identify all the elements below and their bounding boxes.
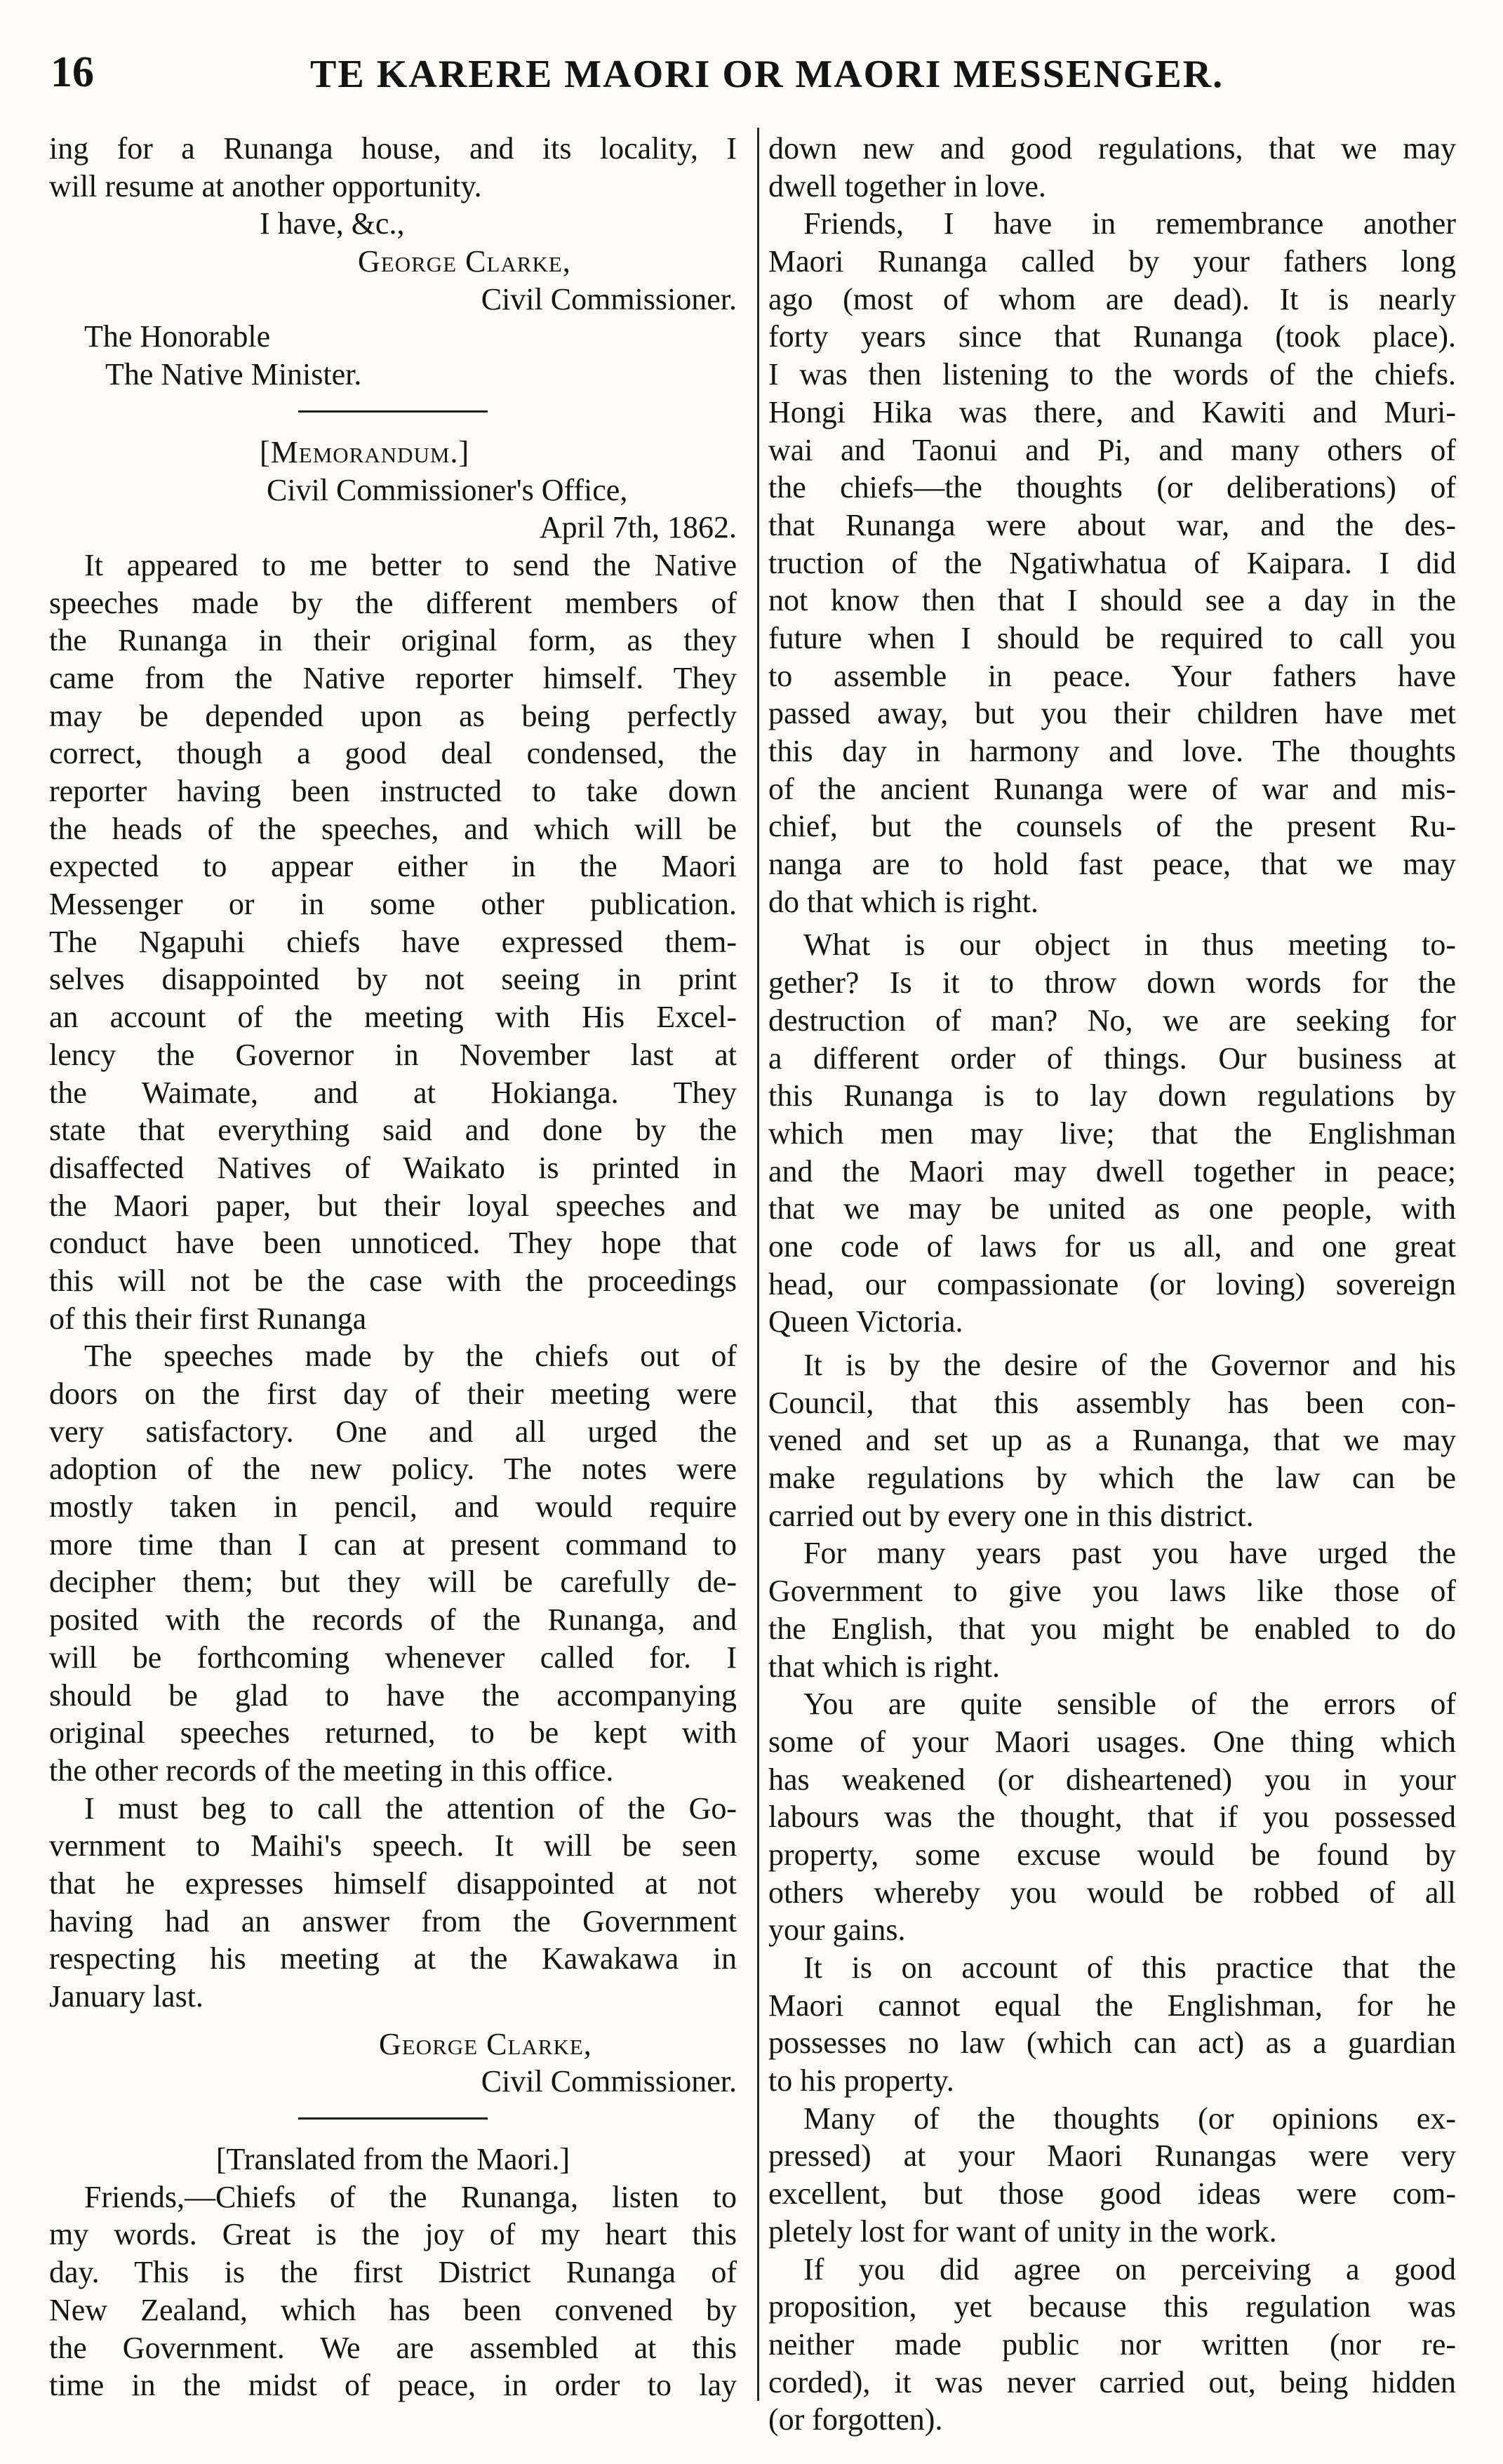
text-line: possesses no law (which can act) as a guardian xyxy=(768,2026,1456,2061)
text-line: having had an answer from the Government xyxy=(49,1903,737,1939)
text-line: Maori cannot equal the Englishman, for he xyxy=(768,1988,1456,2023)
text-line: make regulations by which the law can be xyxy=(768,1461,1456,1496)
addressee-line: The Honorable xyxy=(84,319,271,354)
text-line: respecting his meeting at the Kawakawa in xyxy=(49,1941,737,1976)
text-line: pletely lost for want of unity in the work. xyxy=(768,2214,1277,2249)
text-line: January last. xyxy=(49,1979,203,2014)
text-line: dwell together in love. xyxy=(768,168,1046,203)
text-line: wai and Taonui and Pi, and many others of xyxy=(768,432,1456,467)
text-line: the Runanga in their original form, as they xyxy=(49,623,737,658)
text-line: Friends, I have in remembrance another xyxy=(803,206,1456,241)
text-line: to assemble in peace. Your fathers have xyxy=(768,658,1456,693)
text-line: of the ancient Runanga were of war and mis- xyxy=(768,771,1456,806)
text-line: gether? Is it to throw down words for the xyxy=(768,965,1456,1000)
text-line: corded), it was never carried out, being hidden xyxy=(768,2364,1456,2399)
text-line: should be glad to have the accompanying xyxy=(49,1678,737,1713)
text-line: future when I should be required to call you xyxy=(768,620,1456,655)
addressee-line: The Native Minister. xyxy=(105,357,362,392)
text-line: time in the midst of peace, in order to lay xyxy=(49,2368,737,2403)
text-line: I must beg to call the attention of the Go- xyxy=(84,1790,737,1826)
text-line: You are quite sensible of the errors of xyxy=(803,1687,1456,1722)
text-line: truction of the Ngatiwhatua of Kaipara. I did xyxy=(768,545,1456,580)
text-line: passed away, but you their children have met xyxy=(768,696,1456,731)
text-line: do that which is right. xyxy=(768,884,1038,919)
text-line: and the Maori may dwell together in peace; xyxy=(768,1153,1456,1189)
page-number: 16 xyxy=(51,48,94,96)
text-line: doors on the first day of their meeting were xyxy=(49,1377,737,1411)
paragraph xyxy=(768,1685,1456,1949)
text-line: the other records of the meeting in this office. xyxy=(49,1753,614,1788)
text-line: Council, that this assembly has been con- xyxy=(768,1385,1456,1420)
text-line: will be forthcoming whenever called for. I xyxy=(49,1640,737,1675)
text-line: neither made public nor written (nor re- xyxy=(768,2326,1456,2362)
text-line: ing for a Runanga house, and its locality, I xyxy=(49,131,737,166)
text-line: property, some excuse would be found by xyxy=(768,1837,1456,1872)
text-line: decipher them; but they will be carefully de- xyxy=(49,1565,737,1600)
text-line: day. This is the first District Runanga of xyxy=(49,2255,737,2290)
text-line: which men may live; that the Englishman xyxy=(768,1116,1456,1151)
spacer xyxy=(768,920,1456,926)
text-line: chief, but the counsels of the present Ru- xyxy=(768,809,1456,844)
paragraph xyxy=(768,926,1456,1341)
text-line: Friends,—Chiefs of the Runanga, listen to xyxy=(84,2179,737,2214)
text-line: (or forgotten). xyxy=(768,2402,943,2437)
text-line: speeches made by the different members of xyxy=(49,585,737,620)
text-line: head, our compassionate (or loving) sovereign xyxy=(768,1266,1456,1301)
paragraph xyxy=(768,130,1456,205)
translated-section xyxy=(49,2141,737,2404)
text-line: The Ngapuhi chiefs have expressed them- xyxy=(49,924,737,959)
text-line: an account of the meeting with His Excel- xyxy=(49,1000,737,1035)
paragraph xyxy=(768,1346,1456,1534)
text-line: expected to appear either in the Maori xyxy=(49,849,737,884)
text-line: that which is right. xyxy=(768,1649,1000,1684)
section-rule xyxy=(298,2117,488,2120)
text-line: to his property. xyxy=(768,2063,954,2098)
text-line: came from the Native reporter himself. They xyxy=(49,660,737,695)
text-line: ago (most of whom are dead). It is nearly xyxy=(768,281,1456,316)
text-line: Government to give you laws like those of xyxy=(768,1574,1456,1609)
text-line: the Waimate, and at Hokianga. They xyxy=(49,1075,737,1110)
spacer xyxy=(768,1341,1456,1346)
text-line: destruction of man? No, we are seeking for xyxy=(768,1003,1456,1038)
text-line: this day in harmony and love. The thoughts xyxy=(768,734,1456,768)
left-column xyxy=(49,130,737,2404)
column-divider xyxy=(757,128,759,2401)
text-line: posited with the records of the Runanga, and xyxy=(49,1602,737,1638)
text-line: more time than I can at present command to xyxy=(49,1527,737,1562)
paragraph xyxy=(768,1949,1456,2100)
section-rule xyxy=(298,410,488,413)
text-line: forty years since that Runanga (took place). xyxy=(768,319,1456,354)
text-line: reporter having been instructed to take down xyxy=(49,774,737,808)
memo-date: April 7th, 1862. xyxy=(539,510,737,545)
text-line: one code of laws for us all, and one great xyxy=(768,1228,1456,1264)
text-line: my words. Great is the joy of my heart this xyxy=(49,2217,737,2252)
text-line: Messenger or in some other publication. xyxy=(49,887,737,922)
text-line: the chiefs—the thoughts (or deliberations) of xyxy=(768,470,1456,505)
text-line: that Runanga were about war, and the des- xyxy=(768,507,1456,542)
text-line: a different order of things. Our business at xyxy=(768,1040,1456,1076)
paragraph xyxy=(768,205,1456,920)
text-line: The speeches made by the chiefs out of xyxy=(84,1339,737,1374)
text-line: carried out by every one in this district. xyxy=(768,1498,1254,1533)
text-line: If you did agree on perceiving a good xyxy=(803,2251,1456,2286)
text-line: vened and set up as a Runanga, that we may xyxy=(768,1423,1456,1458)
text-line: I was then listening to the words of the chiefs. xyxy=(768,357,1456,392)
text-line: original speeches returned, to be kept with xyxy=(49,1715,737,1750)
text-line: the Maori paper, but their loyal speeches and xyxy=(49,1188,737,1223)
text-line: disaffected Natives of Waikato is printed in xyxy=(49,1150,737,1185)
page-header xyxy=(44,42,1454,112)
text-line: Hongi Hika was there, and Kawiti and Muri- xyxy=(768,394,1456,429)
memo-signatory-title: Civil Commissioner. xyxy=(481,2064,737,2099)
text-line: down new and good regulations, that we may xyxy=(768,131,1456,166)
paragraph xyxy=(768,2251,1456,2439)
text-line: Queen Victoria. xyxy=(768,1304,963,1339)
signatory-title: Civil Commissioner. xyxy=(481,281,737,316)
text-line: state that everything said and done by the xyxy=(49,1113,737,1148)
text-line: the heads of the speeches, and which will be xyxy=(49,811,737,846)
text-line: Many of the thoughts (or opinions ex- xyxy=(803,2101,1456,2136)
text-line: nanga are to hold fast peace, that we may xyxy=(768,847,1456,882)
text-line: may be depended upon as being perfectly xyxy=(49,698,737,733)
text-line: For many years past you have urged the xyxy=(803,1536,1456,1571)
signature-block xyxy=(49,205,737,393)
memo-signatory-name: George Clarke, xyxy=(379,2026,592,2061)
text-line: of this their first Runanga xyxy=(49,1301,367,1336)
intro-paragraph xyxy=(49,130,737,205)
text-line: the Government. We are assembled at this xyxy=(49,2330,737,2365)
text-line: this will not be the case with the proceedings xyxy=(49,1263,737,1298)
text-line: It appeared to me better to send the Native xyxy=(84,547,737,582)
text-line: Maori Runanga called by your fathers long xyxy=(768,244,1456,279)
text-line: labours was the thought, that if you possessed xyxy=(768,1800,1456,1835)
text-line: It is on account of this practice that the xyxy=(803,1950,1456,1985)
text-line: the English, that you might be enabled to do xyxy=(768,1611,1456,1646)
running-title: TE KARERE MAORI OR MAORI MESSENGER. xyxy=(310,53,1224,96)
signatory-name: George Clarke, xyxy=(358,244,571,279)
text-line: excellent, but those good ideas were com- xyxy=(768,2176,1456,2211)
text-line: others whereby you would be robbed of all xyxy=(768,1875,1456,1910)
memo-office: Civil Commissioner's Office, xyxy=(267,472,628,507)
text-line: adoption of the new policy. The notes were xyxy=(49,1452,737,1487)
text-line: mostly taken in pencil, and would require xyxy=(49,1489,737,1525)
spacer xyxy=(49,2016,737,2026)
text-line: not know then that I should see a day in the xyxy=(768,583,1456,618)
text-line: your gains. xyxy=(768,1913,906,1948)
text-line: New Zealand, which has been convened by xyxy=(49,2292,737,2327)
text-line: correct, though a good deal condensed, the xyxy=(49,736,737,771)
text-line: has weakened (or disheartened) you in your xyxy=(768,1762,1456,1797)
memorandum xyxy=(49,434,737,2101)
right-column xyxy=(768,130,1456,2439)
translated-heading: [Translated from the Maori.] xyxy=(215,2142,570,2177)
text-line: proposition, yet because this regulation was xyxy=(768,2289,1456,2324)
text-line: this Runanga is to lay down regulations by xyxy=(768,1078,1456,1113)
text-line: What is our object in thus meeting to- xyxy=(803,928,1456,963)
text-line: will resume at another opportunity. xyxy=(49,168,482,203)
text-line: pressed) at your Maori Runangas were very xyxy=(768,2138,1456,2174)
text-line: conduct have been unnoticed. They hope that xyxy=(49,1226,737,1261)
closing-line: I have, &c., xyxy=(260,206,405,241)
text-line: It is by the desire of the Governor and his xyxy=(803,1348,1456,1382)
text-line: lency the Governor in November last at xyxy=(49,1037,737,1072)
text-line: very satisfactory. One and all urged the xyxy=(49,1414,737,1449)
paragraph xyxy=(768,2100,1456,2251)
memo-heading: [Memorandum.] xyxy=(260,434,470,469)
text-line: vernment to Maihi's speech. It will be seen xyxy=(49,1828,737,1863)
text-line: that we may be united as one people, with xyxy=(768,1191,1456,1226)
text-line: selves disappointed by not seeing in print xyxy=(49,962,737,997)
text-line: some of your Maori usages. One thing which xyxy=(768,1724,1456,1759)
paragraph xyxy=(768,1534,1456,1685)
text-line: that he expresses himself disappointed at not xyxy=(49,1866,737,1901)
